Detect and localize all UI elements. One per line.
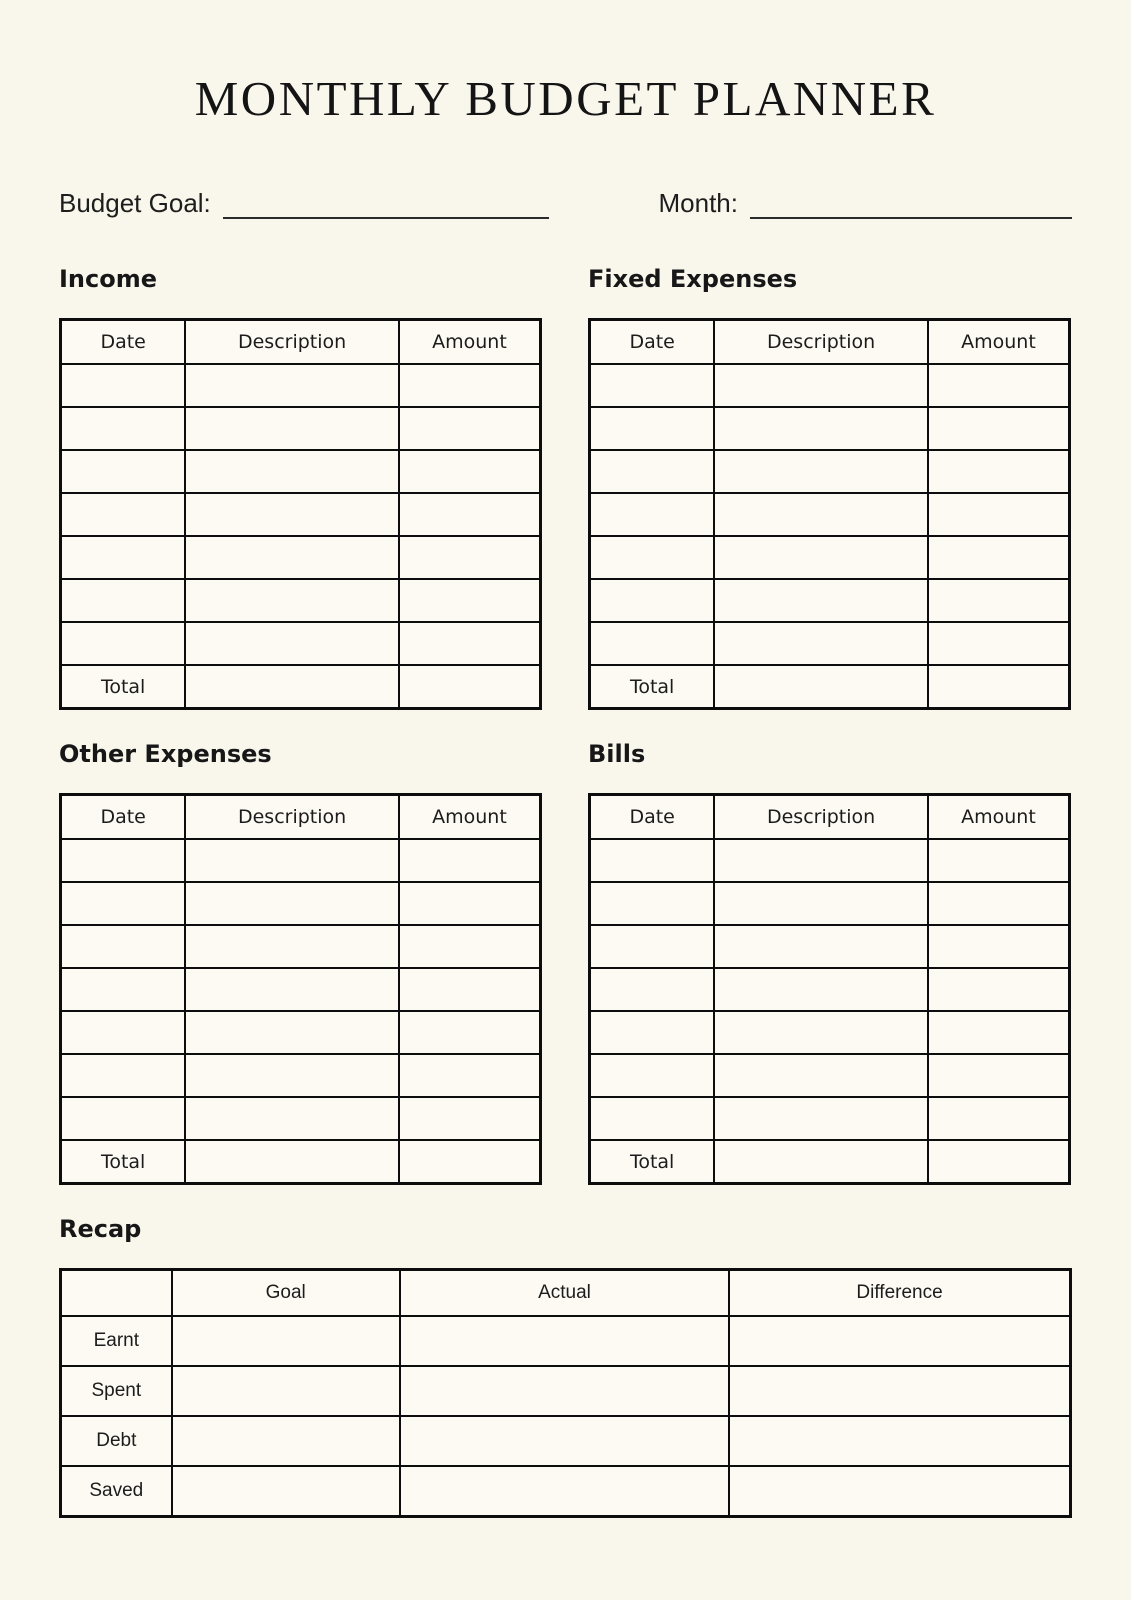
total-row [61,665,541,709]
table-row [590,536,1070,579]
date-cell [590,1097,715,1140]
description-cell [185,839,399,882]
amount-cell [399,622,541,665]
description-cell [714,579,928,622]
table-row [590,839,1070,882]
recap-header-difference: Difference [729,1270,1070,1317]
fields-row [59,183,1072,219]
table-header-row [590,320,1070,365]
amount-cell [399,925,541,968]
table-row [590,622,1070,665]
description-cell [185,407,399,450]
recap-corner-cell [61,1270,172,1317]
table-row [61,839,541,882]
amount-cell [928,1011,1070,1054]
table-row [590,1054,1070,1097]
description-cell [185,622,399,665]
date-cell [590,493,715,536]
amount-cell [928,622,1070,665]
date-cell [61,968,186,1011]
goal-cell [172,1316,400,1366]
table-row [61,882,541,925]
difference-cell [729,1316,1070,1366]
amount-cell [399,1054,541,1097]
tables-grid [59,265,1072,1185]
actual-cell [400,1366,729,1416]
table-row [590,493,1070,536]
amount-cell [928,968,1070,1011]
table-row [61,1011,541,1054]
section-income [59,265,542,710]
date-cell [590,364,715,407]
total-row [590,1140,1070,1184]
description-cell [714,968,928,1011]
table-row [61,1054,541,1097]
section-other-expenses [59,740,542,1185]
table-header-row [61,320,541,365]
date-cell [590,1011,715,1054]
total-amount-cell [399,1140,541,1184]
amount-cell [399,1011,541,1054]
description-cell [185,925,399,968]
recap-header-actual: Actual [400,1270,729,1317]
total-description-cell [185,665,399,709]
month-label: Month: [658,188,738,219]
date-cell [590,536,715,579]
description-cell [185,1097,399,1140]
table-row [590,968,1070,1011]
description-cell [714,622,928,665]
amount-cell [399,364,541,407]
amount-cell [928,407,1070,450]
date-cell [590,968,715,1011]
section-title-recap: Recap [59,1215,142,1243]
section-bills [588,740,1071,1185]
table-row [61,968,541,1011]
amount-cell [399,493,541,536]
actual-cell [400,1466,729,1517]
page-title: MONTHLY BUDGET PLANNER [194,71,937,126]
date-cell [590,450,715,493]
table-row [61,407,541,450]
date-cell [61,493,186,536]
column-header-date: Date [61,795,186,840]
recap-row-spent [61,1366,1071,1416]
total-row [590,665,1070,709]
other-expenses-table [59,793,542,1185]
month-line [750,183,1072,219]
amount-cell [399,839,541,882]
difference-cell [729,1416,1070,1466]
amount-cell [928,536,1070,579]
table-row [590,882,1070,925]
total-amount-cell [399,665,541,709]
total-label: Total [590,1140,715,1184]
table-row [61,1097,541,1140]
date-cell [61,622,186,665]
budget-goal-field [59,183,549,219]
goal-cell [172,1416,400,1466]
description-cell [714,925,928,968]
description-cell [185,968,399,1011]
total-label: Total [61,665,186,709]
column-header-description: Description [185,320,399,365]
recap-header-goal: Goal [172,1270,400,1317]
description-cell [714,407,928,450]
table-row [61,579,541,622]
table-row [590,407,1070,450]
table-header-row [61,795,541,840]
date-cell [61,882,186,925]
table-row [590,364,1070,407]
table-row [590,579,1070,622]
recap-table [59,1268,1072,1518]
date-cell [590,622,715,665]
total-amount-cell [928,665,1070,709]
description-cell [185,1054,399,1097]
difference-cell [729,1466,1070,1517]
description-cell [185,1011,399,1054]
table-row [61,364,541,407]
column-header-description: Description [714,320,928,365]
actual-cell [400,1416,729,1466]
amount-cell [928,364,1070,407]
table-row [61,925,541,968]
date-cell [590,925,715,968]
date-cell [61,839,186,882]
goal-cell [172,1466,400,1517]
recap-row-label: Saved [61,1466,172,1517]
total-label: Total [590,665,715,709]
date-cell [61,925,186,968]
column-header-amount: Amount [399,795,541,840]
amount-cell [399,1097,541,1140]
date-cell [590,839,715,882]
bills-table [588,793,1071,1185]
amount-cell [928,1097,1070,1140]
section-title-fixed-expenses: Fixed Expenses [588,265,798,293]
difference-cell [729,1366,1070,1416]
section-title-income: Income [59,265,158,293]
column-header-date: Date [61,320,186,365]
column-header-date: Date [590,795,715,840]
table-row [590,450,1070,493]
date-cell [61,364,186,407]
table-row [61,493,541,536]
recap-row-label: Spent [61,1366,172,1416]
recap-row-label: Debt [61,1416,172,1466]
date-cell [61,536,186,579]
date-cell [61,1054,186,1097]
total-amount-cell [928,1140,1070,1184]
amount-cell [928,579,1070,622]
table-row [590,925,1070,968]
amount-cell [399,407,541,450]
total-description-cell [714,665,928,709]
goal-cell [172,1366,400,1416]
description-cell [714,536,928,579]
description-cell [185,882,399,925]
description-cell [185,579,399,622]
amount-cell [399,968,541,1011]
recap-header-row [61,1270,1071,1317]
date-cell [61,1011,186,1054]
amount-cell [399,450,541,493]
amount-cell [928,882,1070,925]
description-cell [714,364,928,407]
column-header-amount: Amount [928,320,1070,365]
description-cell [185,364,399,407]
month-field [659,183,1073,219]
total-description-cell [714,1140,928,1184]
actual-cell [400,1316,729,1366]
section-title-other-expenses: Other Expenses [59,740,272,768]
column-header-description: Description [714,795,928,840]
amount-cell [928,493,1070,536]
description-cell [185,493,399,536]
column-header-date: Date [590,320,715,365]
date-cell [590,407,715,450]
description-cell [185,536,399,579]
fixed-expenses-table [588,318,1071,710]
amount-cell [928,450,1070,493]
recap-row-label: Earnt [61,1316,172,1366]
table-header-row [590,795,1070,840]
section-title-bills: Bills [588,740,646,768]
total-label: Total [61,1140,186,1184]
date-cell [61,1097,186,1140]
description-cell [714,493,928,536]
date-cell [590,579,715,622]
table-row [61,622,541,665]
total-row [61,1140,541,1184]
amount-cell [399,579,541,622]
budget-goal-line [223,183,549,219]
column-header-description: Description [185,795,399,840]
amount-cell [399,882,541,925]
amount-cell [928,1054,1070,1097]
column-header-amount: Amount [399,320,541,365]
table-row [590,1097,1070,1140]
section-fixed-expenses [588,265,1071,710]
column-header-amount: Amount [928,795,1070,840]
table-row [590,1011,1070,1054]
date-cell [590,1054,715,1097]
date-cell [590,882,715,925]
total-description-cell [185,1140,399,1184]
recap-row-debt [61,1416,1071,1466]
date-cell [61,407,186,450]
description-cell [714,1011,928,1054]
amount-cell [928,839,1070,882]
amount-cell [399,536,541,579]
description-cell [714,1097,928,1140]
section-recap [59,1215,1072,1518]
budget-goal-label: Budget Goal: [59,188,211,219]
date-cell [61,579,186,622]
description-cell [714,839,928,882]
recap-row-earnt [61,1316,1071,1366]
date-cell [61,450,186,493]
description-cell [714,882,928,925]
table-row [61,450,541,493]
description-cell [714,450,928,493]
description-cell [714,1054,928,1097]
income-table [59,318,542,710]
amount-cell [928,925,1070,968]
table-row [61,536,541,579]
description-cell [185,450,399,493]
recap-row-saved [61,1466,1071,1517]
